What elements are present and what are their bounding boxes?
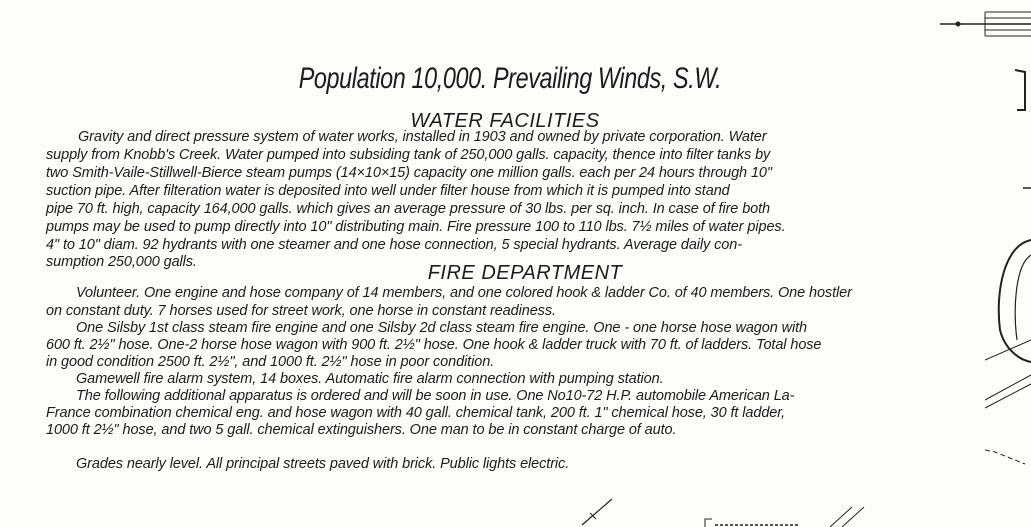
water-line-8: sumption 250,000 galls. [46, 254, 197, 270]
map-fragment-topright [940, 0, 1031, 60]
page-title: Population 10,000. Prevailing Winds, S.W. [298, 62, 722, 95]
water-line-3: two Smith-Vaile-Stillwell-Bierce steam pumps (14×10×15) capacity one million galls. each per 24 hours through 10" [46, 165, 772, 181]
grades-note: Grades nearly level. All principal streets paved with brick. Public lights electric. [76, 456, 570, 472]
fire-line-1: Volunteer. One engine and hose company of 14 members, and one colored hook & ladder Co. of 40 members. One hostler [76, 285, 852, 301]
water-line-5: pipe 70 ft. high, capacity 164,000 galls. which gives an average pressure of 30 lbs. per sq. inch. In case of fire both [46, 201, 771, 217]
water-line-7: 4" to 10" diam. 92 hydrants with one steamer and one hose connection, 5 special hydrants. Average daily con- [46, 237, 742, 253]
fire-line-5: in good condition 2500 ft. 2½", and 1000 ft. 2½" hose in poor condition. [46, 354, 495, 370]
map-fragment-bottom [570, 485, 900, 527]
fire-line-7: The following additional apparatus is ordered and will be soon in use. One No10-72 H.P. automobile American La- [76, 388, 795, 404]
water-line-2: supply from Knobb's Creek. Water pumped into subsiding tank of 250,000 galls. capacity, thence into filter tanks by [46, 147, 771, 163]
fire-line-2: on constant duty. 7 horses used for street work, one horse in constant readiness. [46, 303, 556, 319]
water-facilities-heading: WATER FACILITIES [410, 110, 600, 132]
water-line-1: Gravity and direct pressure system of water works, installed in 1903 and owned by private corporation. Water [78, 129, 767, 145]
fire-line-4: 600 ft. 2½" hose. One-2 horse hose wagon with 900 ft. 2½" hose. One hook & ladder truck with 70 ft. of ladders. Total hose [46, 337, 822, 353]
fire-department-heading: FIRE DEPARTMENT [427, 262, 623, 284]
fire-line-3: One Silsby 1st class steam fire engine and one Silsby 2d class steam fire engine. One - one horse hose wagon with [76, 320, 808, 336]
fire-line-9: 1000 ft 2½" hose, and two 5 gall. chemical extinguishers. One man to be in constant charge of auto. [46, 422, 677, 438]
fire-line-6: Gamewell fire alarm system, 14 boxes. Automatic fire alarm connection with pumping station. [76, 371, 664, 387]
water-line-4: suction pipe. After filteration water is deposited into well under filter house from which it is pumped into stand [46, 183, 730, 199]
fire-line-8: France combination chemical eng. and hose wagon with 40 gall. chemical tank, 200 ft. 1" chemical hose, 30 ft ladder, [46, 405, 786, 421]
water-line-6: pumps may be used to pump directly into 10" distributing main. Fire pressure 100 to 110 lbs. 7½ miles of water pipes. [46, 219, 786, 235]
map-fragment-right-edge [985, 60, 1031, 527]
